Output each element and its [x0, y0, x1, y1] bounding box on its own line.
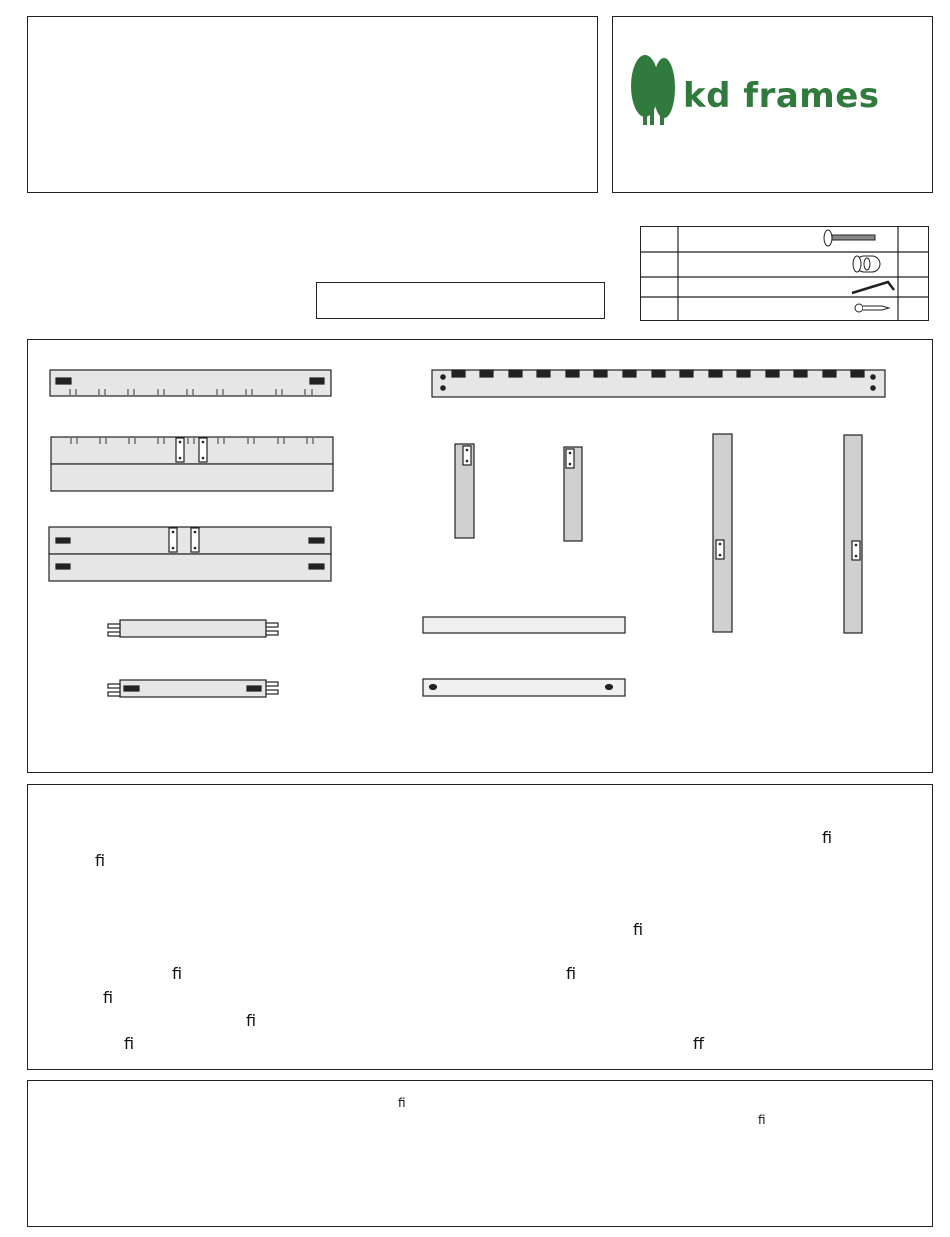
instruction-glyph: ﬁ	[822, 828, 833, 847]
instruction-glyph: ﬁ	[95, 851, 106, 870]
instruction-glyph: ﬁ	[172, 964, 183, 983]
model-box	[316, 282, 605, 319]
parts-diagram-box	[27, 339, 933, 773]
note-glyph: ﬁ	[758, 1113, 766, 1127]
header-title-box	[27, 16, 598, 193]
brand-name: kd frames	[683, 76, 880, 116]
instruction-glyph: ﬁ	[633, 920, 644, 939]
hardware-table	[640, 226, 929, 321]
instruction-glyph: ﬁ	[246, 1011, 257, 1030]
instructions-box	[27, 784, 933, 1070]
instruction-glyph: ﬁ	[103, 988, 114, 1007]
notes-box	[27, 1080, 933, 1227]
instruction-glyph: ﬁ	[124, 1034, 135, 1053]
note-glyph: ﬁ	[398, 1096, 406, 1110]
instruction-glyph: ﬁ	[566, 964, 577, 983]
instruction-glyph: ﬀ	[693, 1034, 705, 1053]
